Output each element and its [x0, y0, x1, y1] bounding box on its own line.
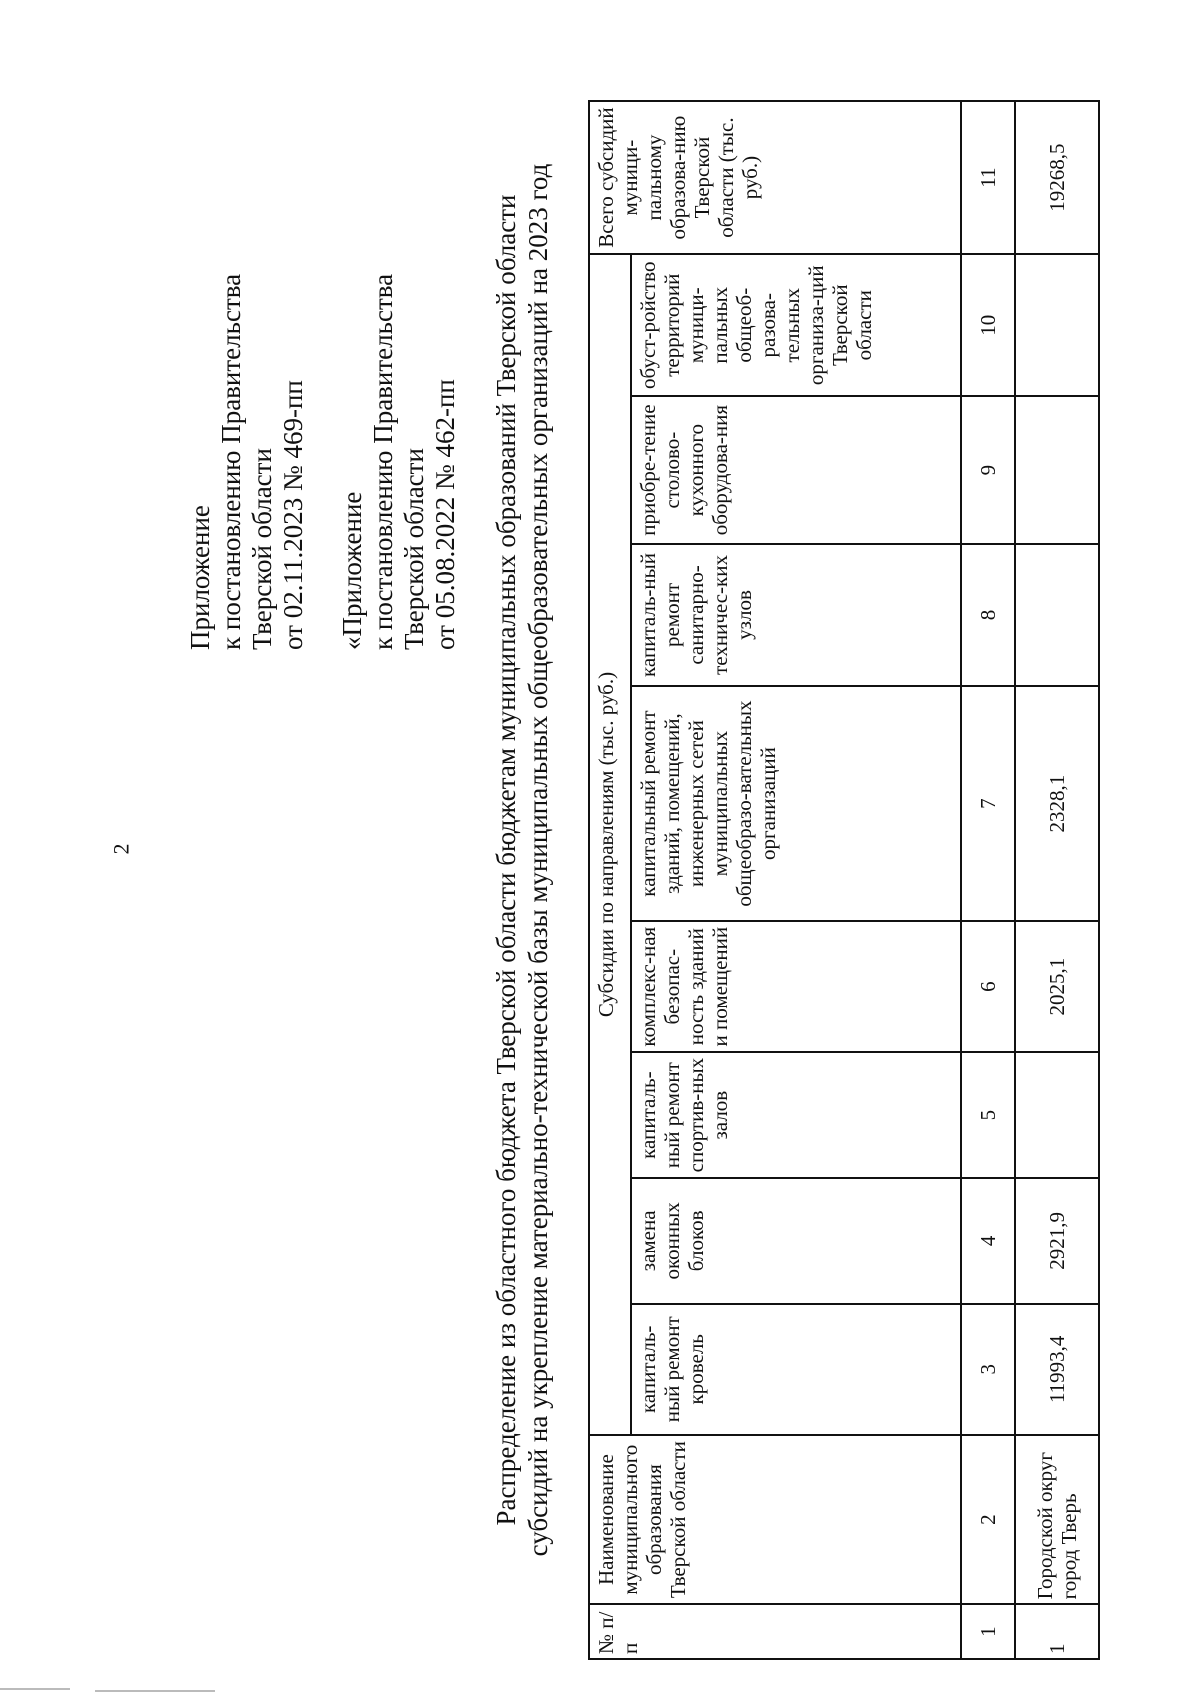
- column-number: 10: [961, 254, 1015, 396]
- appendix-line: Тверской области: [247, 448, 277, 650]
- column-number: 2: [961, 1435, 1015, 1604]
- column-number: 6: [961, 921, 1015, 1052]
- column-number: 11: [961, 101, 1015, 254]
- header-total: Всего субсидий муници-пальному образова-нию Тверской области (тыс. руб.): [589, 101, 961, 254]
- appendix-line: Приложение: [185, 505, 215, 650]
- row-value: [1015, 544, 1099, 686]
- appendix-line: к постановлению Правительства: [216, 273, 246, 650]
- header-row-directions: [631, 101, 961, 1659]
- title-line-2: субсидий на укрепление материально-технической базы муниципальных общеобразовательных организаций на 2023 год: [523, 163, 553, 1557]
- header-direction: обуст-ройство территорий муници-пальных общеоб-разова-тельных организа-ций Тверской области: [631, 254, 961, 396]
- header-row-top: [589, 101, 631, 1659]
- column-number: 5: [961, 1052, 1015, 1178]
- spacer: [309, 210, 337, 650]
- row-municipality: Городской округ город Тверь: [1015, 1435, 1099, 1604]
- row-total: 19268,5: [1015, 101, 1099, 254]
- scan-mark: [0, 1688, 70, 1690]
- row-value: [1015, 254, 1099, 396]
- header-direction: капиталь-ный ремонт спортив-ных залов: [631, 1052, 961, 1178]
- header-direction: приобре-тение столово-кухонного оборудова-ния: [631, 396, 961, 544]
- subsidy-table-wrapper: [588, 100, 1100, 1660]
- column-number: 9: [961, 396, 1015, 544]
- header-directions-group: Субсидии по направлениям (тыс. руб.): [589, 254, 631, 1435]
- row-value: [1015, 396, 1099, 544]
- column-number: 1: [961, 1604, 1015, 1659]
- appendix-line: от 02.11.2023 № 469-пп: [278, 380, 308, 650]
- row-value: 2025,1: [1015, 921, 1099, 1052]
- row-value: [1015, 1052, 1099, 1178]
- previous-appendix-line: к постановлению Правительства: [368, 273, 398, 650]
- header-direction: комплекс-ная безопас-ность зданий и помещений: [631, 921, 961, 1052]
- appendix-header: [185, 210, 461, 650]
- row-value: 2921,9: [1015, 1178, 1099, 1304]
- document-title: [490, 90, 554, 1630]
- header-num: № п/п: [589, 1604, 961, 1659]
- scan-mark: [95, 1690, 215, 1692]
- previous-appendix-line: «Приложение: [337, 491, 367, 650]
- previous-appendix-line: Тверской области: [399, 448, 429, 650]
- table-row: [1015, 101, 1099, 1659]
- previous-appendix-line: от 05.08.2022 № 462-пп: [430, 379, 460, 650]
- column-number: 3: [961, 1304, 1015, 1435]
- row-value: 2328,1: [1015, 686, 1099, 921]
- column-number: 4: [961, 1178, 1015, 1304]
- header-municipality: Наименование муниципального образования Тверской области: [589, 1435, 961, 1604]
- page-number: 2: [108, 843, 134, 855]
- header-direction: капиталь-ный ремонт санитарно-техничес-ких узлов: [631, 544, 961, 686]
- column-number: 7: [961, 686, 1015, 921]
- header-direction: замена оконных блоков: [631, 1178, 961, 1304]
- subsidy-table: [588, 100, 1100, 1660]
- header-direction: капиталь-ный ремонт кровель: [631, 1304, 961, 1435]
- header-direction: капитальный ремонт зданий, помещений, инженерных сетей муниципальных общеобразо-вательных организаций: [631, 686, 961, 921]
- column-number-row: [961, 101, 1015, 1659]
- column-number: 8: [961, 544, 1015, 686]
- row-num: 1: [1015, 1604, 1099, 1659]
- row-value: 11993,4: [1015, 1304, 1099, 1435]
- title-line-1: Распределение из областного бюджета Тверской области бюджетам муниципальных образований Тверской области: [491, 194, 521, 1526]
